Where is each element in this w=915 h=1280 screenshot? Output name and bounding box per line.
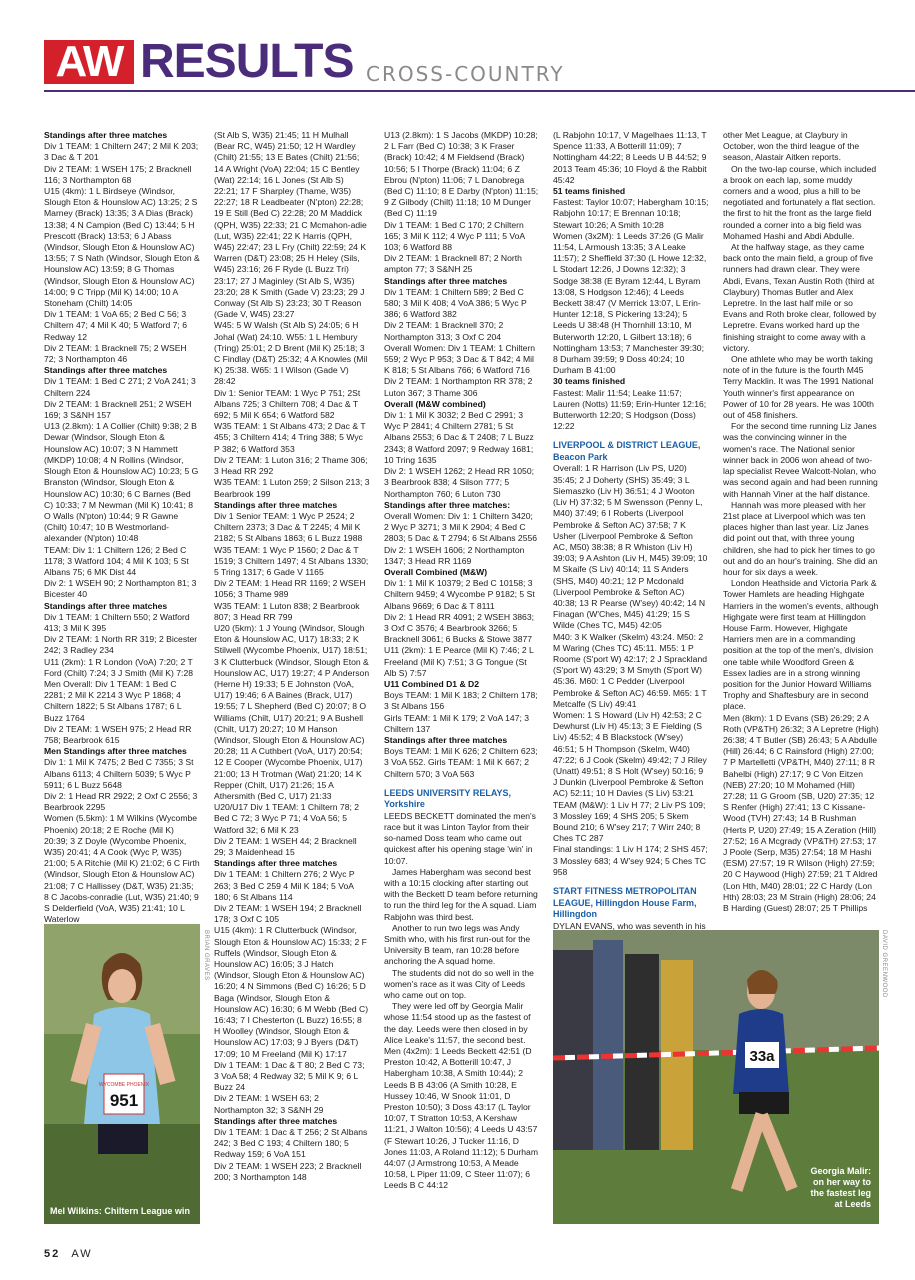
bib-top-text: WYCOMBE PHOENIX — [98, 1082, 150, 1088]
result-line: Div 2 TEAM: 1 Bracknell 87; 2 North ampton 77; 3 S&NH 25 — [384, 253, 522, 275]
result-line: U11 (2km): 1 E Pearce (Mil K) 7:46; 2 L Freeland (Mil K) 7:51; 3 G Tongue (St Alb S) 7:57 — [384, 645, 534, 678]
result-line: Div 2: 1 WSEH 90; 2 Northampton 81; 3 Bicester 40 — [44, 578, 197, 600]
magazine-name: AW — [71, 1248, 93, 1260]
spacer — [384, 780, 540, 788]
report-paragraph: Hannah was more pleased with her 21st place at Liverpool which was ten places higher than last year. Liz Janes did point out that, with three young children, she had to pick her times to go out and do an hour's training. She did an hour for six days a week. — [723, 499, 878, 577]
result-line: Fastest: Malir 11:54; Leake 11:57; Lauren (Notts) 11:59; Erin-Hunter 12:16; Butterworth 12:20; S Hodgson (Doss) 12:22 — [553, 387, 707, 432]
result-line: Div 2: 1 WSEH 1606; 2 Northampton 1347; 3 Head RR 1169 — [384, 544, 525, 566]
result-line: Women (3x2M): 1 Leeds 37:26 (G Malir 11:54, L Armoush 13:35; 3 A Leake 11:57); 2 Sheffield 37:30 (L Howe 12:32, L Stodart 12:26, J Downs 12:32); 3 Sodge 38:38 (E Byram 12:44, L Byram 13:08, S Hodgson 12:46); 4 Leeds Beckett 38:47 (V Merrick 13:07, L Erin-Hunter 12:18, S Pickering 13:24); 5 Leeds U 38:48 (H Thornhill 13:10, M Buterworth 12:20, L Gilbert 13:18); 6 Nottingham 13:53; 7 Manchester 39:30; 8 Durham 39:59; 9 Doss 40:24; 10 Durham B 41:00 — [553, 230, 707, 376]
result-line: Div 1 TEAM: 1 VoA 65; 2 Bed C 56; 3 Chiltern 47; 4 Mil K 40; 5 Watford 7; 6 Redway 12 — [44, 309, 187, 342]
result-line: Boys TEAM: 1 Mil K 626; 2 Chiltern 623; 3 VoA 552. Girls TEAM: 1 Mil K 667; 2 Chiltern 570; 3 VoA 563 — [384, 746, 538, 779]
result-line: Div 2 TEAM: 1 Bracknell 251; 2 WSEH 169; 3 S&NH 157 — [44, 398, 192, 421]
result-line: Div 2 TEAM: 1 WSEH 223; 2 Bracknell 200; 3 Northampton 148 — [214, 1160, 362, 1182]
report-paragraph: Another to run two legs was Andy Smith who, with his first run-out for the University B team, ran 10:28 before anchoring the A squad home. — [384, 922, 531, 967]
standings-heading: U11 Combined D1 & D2 — [384, 678, 480, 689]
result-line: Div 2 TEAM: 1 Head RR 1169; 2 WSEH 1056; 3 Thame 989 — [214, 578, 366, 600]
result-line: Div 1 TEAM: 1 Bed C 271; 2 VoA 241; 3 Chiltern 224 — [44, 376, 196, 398]
page-footer — [44, 1248, 93, 1260]
result-line: M40: 3 K Walker (Skelm) 43:24. M50: 2 M Waring (Ches TC) 45:11. M55: 1 P Roome (S'port W) 42:17; 2 J Sprackland (S'port W) 43:29; 3 M Smyth (S'port W) 45:36. M60: 1 C Pedder (Liverpool Pembroke & Sefton AC) 46:59. M65: 1 T Metcalfe (S Liv) 49:41 — [553, 631, 708, 709]
page-number: 52 — [44, 1248, 61, 1260]
result-line: DYLAN EVANS, who was seventh in his — [553, 920, 706, 931]
result-line: Div 1 TEAM: 1 Bed C 170; 2 Chiltern 165; 3 Mil K 112; 4 Wyc P 111; 5 VoA 103; 6 Watford 88 — [384, 219, 525, 253]
result-line: U13 (2.8km): 1 A Collier (Chilt) 9:38; 2 B Dewar (Windsor, Slough Eton & Hounslow AC) 10:07; 3 N Hammett (MKDP) 10:08; 4 N Rollins (Windsor, Slough Eton & Hounslow AC) 10:23; 5 G Branston (Windsor, Slough Eton & Hounslow AC) 10:30; 6 C Barnes (Bed C) 10:33; 7 M Newman (Mil K) 10:41; 8 O Walls (N'pton) 10:44; 9 R Gawne (Chilt) 10:47; 10 B Westmorland-alexander (N'pton) 10:48 — [44, 421, 199, 544]
header-rule — [44, 90, 915, 92]
result-line: Div 1: 1 Mil K 10379; 2 Bed C 10158; 3 Chiltern 9459; 4 Wycombe P 9182; 5 St Albans 9669; 6 Dac & T 8111 — [384, 578, 535, 611]
result-line: U11 (2km): 1 R London (VoA) 7:20; 2 T Ford (Chilt) 7:24; 3 J Smith (Mil K) 7:28 — [44, 656, 194, 678]
result-line: Div 2 TEAM: 1 WSEH 63; 2 Northampton 32; 3 S&NH 29 — [214, 1093, 324, 1115]
spacer — [553, 878, 709, 886]
results-column-5 — [723, 130, 879, 914]
result-line: Div 1 Senior TEAM: 1 Wyc P 2524; 2 Chiltern 2373; 3 Dac & T 2245; 4 Mil K 2182; 5 St Albans 1863; 6 L Buzz 1988 — [214, 510, 363, 544]
result-line: Div 1: Senior TEAM: 1 Wyc P 751; 2St Albans 725; 3 Chiltern 708; 4 Dac & T 692; 5 Mil K 654; 6 Watford 582 — [214, 387, 361, 421]
report-paragraph: For the second time running Liz Janes was the convincing winner in the women's race. The National senior winner back in 2006 won ahead of two-lap specialist Revee Walcott-Nolan, who was second again and had been running with Hannah Viner at the half distance. — [723, 421, 878, 499]
result-line: Div 2 TEAM: 1 Bracknell 370; 2 Northampton 313; 3 Oxf C 204 — [384, 320, 504, 342]
results-column-4 — [553, 130, 709, 943]
result-line: other Met League, at Claybury in October, won the third league of the season, Alastair Aitken reports. — [723, 130, 860, 163]
result-line: (St Alb S, W35) 21:45; 11 H Mulhall (Bear RC, W45) 21:50; 12 H Wardley (Chilt) 21:55; 13 E Bates (Chilt) 21:56; 14 A Wright (VoA) 22:04; 15 C Bentley (Wat) 22:14; 16 L Jones (St Alb S) 22:21; 17 F Sharpley (Thame, W35) 22:27; 18 R Leadbeater (N'pton) 22:28; 19 E Still (Bed C) 22:28; 20 M Maddick (QPH, W35) 22:33; 21 C Mcmahon-adie (Lut, W35) 22:41; 22 K Harris (QPH, W45) 22:47; 23 L Fry (Chilt) 22:59; 24 K Warren (D&T) 23:08; 25 H Heley (Sils, W45) 23:16; 26 F Ryde (L Buzz Tri) 23:17; 27 J Maginley (St Alb S, W35) 23:20; 28 K Smith (Gade V) 23:23; 29 J Conway (St Alb S) 23:23; 30 T Reason (Gade V, W45) 23:27 — [214, 130, 367, 320]
result-line: Div 1 TEAM: 1 Chiltern 589; 2 Bed C 580; 3 Mil K 408; 4 VoA 386; 5 Wyc P 386; 6 Watford 382 — [384, 286, 527, 320]
event-heading: LIVERPOOL & DISTRICT LEAGUE, Beacon Park — [553, 440, 701, 462]
photo-georgia-malir — [553, 930, 879, 1224]
result-line: Girls TEAM: 1 Mil K 179; 2 VoA 147; 3 Chiltern 137 — [384, 712, 530, 734]
photo-caption-georgia: Georgia Malir: on her way to the fastest leg at Leeds — [810, 1166, 871, 1209]
standings-heading: Standings after three matches — [214, 858, 338, 869]
results-column-1 — [44, 130, 200, 925]
result-line: Div 2 TEAM: 1 WSEH 194; 2 Bracknell 178; 3 Oxf C 105 — [214, 903, 362, 925]
result-line: Div 2 TEAM: 1 Bracknell 75; 2 WSEH 72; 3 Northampton 46 — [44, 342, 187, 365]
standings-heading: Standings after three matches — [44, 600, 168, 611]
standings-heading: 51 teams finished — [553, 186, 626, 197]
result-line: Overall: 1 R Harrison (Liv PS, U20) 35:45; 2 J Doherty (SHS) 35:49; 3 L Siemaszko (Liv H) 36:51; 4 J Wooton (Liv H) 37:32; 5 M Swensson (Penny L, M40) 37:49; 6 I Roberts (Liverpool Pembroke & Sefton AC) 37:58; 7 K Usher (Liverpool Pembroke & Sefton AC, M50) 38:38; 8 R Whiston (Liv H) 39:03; 9 A Ashton (Liv H, M45) 39:09; 10 M Skaife (S Liv) 40:14; 11 S Anders (SHS, M40) 40:21; 12 P Mcdonald (Liverpool Pembroke & Sefton AC) 40:38; 13 R Pearse (W'sey) 40:42; 14 N Finagan (W'Ches, M45) 41:29; 15 S Wilde (Ches TC, M45) 42:05 — [553, 463, 708, 631]
result-line: (L Rabjohn 10:17, V Magelhaes 11:13, T Spence 11:33, A Botterill 11:09); 7 Nottingham 44:22; 8 Leeds U B 44:52; 9 2013 Team 45:36; 10 Floyd & the Rabbit 45:42 — [553, 130, 707, 185]
report-paragraph: They were led off by Georgia Malir whose 11:54 stood up as the fastest of the day. Leeds were then closed in by Alice Leake's 11:57, the second best. — [384, 1001, 531, 1045]
standings-heading: Men Standings after three matches — [44, 746, 187, 757]
result-line: W35 TEAM: 1 Luton 838; 2 Bearbrook 807; 3 Head RR 799 — [214, 600, 360, 622]
result-line: Men (4x2m): 1 Leeds Beckett 42:51 (D Preston 10:42, A Botterill 10:47, J Habergham 10:38, A Smith 10:44); 2 Leeds B B 43:06 (A Smith 10:28, E Hussey 10:46, W Snook 11:01, D Preston 10:50); 3 Doss 43:17 (L Taylor 10:07, T Stratton 10:53, A Kershaw 11:21, J Walton 10:56); 4 Leeds U 43:57 (F Stewart 10:26, J Tucker 11:16, D Jones 11:03, A Roland 11:12); 5 Durham 44:07 (J Armstrong 10:53, A Meade 10:58, L Piper 11:09, C Steer 11:07); 6 Leeds B C 44:12 — [384, 1046, 538, 1191]
result-line: Women (5.5km): 1 M Wilkins (Wycombe Phoenix) 20:18; 2 E Roche (Mil K) 20:39; 3 Z Doyle (Wycombe Phoenix, W35) 20:41; 4 A Cook (Wyc P, W35) 21:00; 5 A Ritchie (Mil K) 21:02; 6 C Firth (Windsor, Slough Eton & Hounslow AC) 21:08; 7 C Hallissey (D&T, W35) 21:35; 8 C Jacobs-conradie (Lut, W35) 21:40; 9 S Delderfield (VoA, W35) 21:41; 10 L Waterlow — [44, 813, 200, 925]
standings-heading: Standings after three matches — [44, 130, 168, 140]
result-line: LEEDS BECKETT dominated the men's race but it was Linton Taylor from their so-named Doss team who came out quickest after his opening stage 'win' in 10:07. — [384, 810, 536, 866]
result-line: Div 2 TEAM: 1 Luton 316; 2 Thame 306; 3 Head RR 292 — [214, 454, 368, 477]
bib-number-951: 951 — [109, 1091, 139, 1110]
bib-number-33a: 33a — [749, 1048, 775, 1065]
report-paragraph: On the two-lap course, which included a brook on each lap, some muddy corners and a wood, plus a hill to be negotiated and fortunately a flat section. the first to hit the front as the large field rounded a corner into a big field was Mohamed Hashi and Abdi Abdulle. — [723, 163, 877, 241]
standings-heading: Overall (M&W combined) — [384, 398, 486, 409]
event-heading: START FITNESS METROPOLITAN LEAGUE, Hillingdon House Farm, Hillingdon — [553, 886, 697, 919]
photo-mel-wilkins — [44, 924, 200, 1224]
result-line: W35 TEAM: 1 St Albans 473; 2 Dac & T 455; 3 Chiltern 414; 4 Tring 388; 5 Wyc P 382; 6 Watford 353 — [214, 421, 366, 454]
result-line: TEAM: Div 1: 1 Chiltern 126; 2 Bed C 1178; 3 Watford 104; 4 Mil K 103; 5 St Albans 75; 6 MK Dist 44 — [44, 544, 189, 577]
runner-photo-1 — [44, 924, 200, 1224]
spacer — [553, 432, 709, 440]
result-line: Div 1 TEAM: 1 Dac & T 80; 2 Bed C 73; 3 VoA 58; 4 Redway 32; 5 Mil K 9; 6 L Buzz 24 — [214, 1059, 365, 1093]
result-line: U13 (2.8km): 1 S Jacobs (MKDP) 10:28; 2 L Farr (Bed C) 10:38; 3 K Fraser (Brack) 10:42; 4 M Fieldsend (Brack) 10:56; 5 I Thorpe (Brack) 11:04; 6 Z Ebrou (N'pton) 11:06; 7 L Danobrega (Bed C) 11:10; 8 E Darby (N'pton) 11:15; 9 Z Gilbody (Chilt) 11:18; 10 M Dunger (Bed C) 11:19 — [384, 130, 539, 219]
result-line: Div 2: 1 Head RR 4091; 2 WSEH 3863; 3 Oxf C 3576; 4 Bearbrook 3266; 5 Bracknell 3061; 6 Bucks & Stowe 3877 — [384, 611, 534, 645]
result-line: Div 1 TEAM: 1 Chiltern 276; 2 Wyc P 263; 3 Bed C 259 4 Mil K 184; 5 VoA 180; 6 St Albans 114 — [214, 869, 355, 902]
result-line: Fastest: Taylor 10:07; Habergham 10:15; Rabjohn 10:17; E Brennan 10:18; Stewart 10:26; A Smith 10:28 — [553, 197, 709, 230]
result-line: Div 2: 1 WSEH 1262; 2 Head RR 1050; 3 Bearbrook 838; 4 Silson 777; 5 Northampton 760; 6 Luton 730 — [384, 466, 534, 499]
result-line: Women: 1 S Howard (Liv H) 42:53; 2 C Dewhurst (Liv H) 45:13; 3 E Fielding (S Liv) 45:52; 4 B Blackstock (W'sey) 46:51; 5 H Thompson (Skelm, W40) 47:22; 6 J Cook (Skelm) 49:42; 7 J Riley (Unatt) 49:51; 8 S Holt (W'sey) 50:16; 9 J Dunkin (Liverpool Pembroke & Sefton AC) 52:11; 10 H Davies (S Liv) 53:21 — [553, 709, 707, 799]
result-line: Div 1 TEAM: 1 Dac & T 256; 2 St Albans 242; 3 Bed C 193; 4 Chiltern 180; 5 Redway 159; 6 VoA 151 — [214, 1127, 368, 1160]
results-column-3 — [384, 130, 540, 1192]
photo-credit-1: BRIAN GRAVES — [203, 930, 209, 981]
photo-credit-2: DAVID GREENWOOD — [881, 930, 887, 998]
standings-heading: Overall Combined (M&W) — [384, 566, 488, 577]
standings-heading: Standings after three matches — [44, 365, 168, 376]
result-line: Overall Women: Div 1 TEAM: 1 Chiltern 559; 2 Wyc P 953; 3 Dac & T 842; 4 Mil K 818; 5 St Albans 766; 6 Watford 716 — [384, 342, 536, 376]
result-line: Men Overall: Div 1 TEAM: 1 Bed C 2281; 2 Mil K 2214 3 Wyc P 1868; 4 Chiltern 1822; 5 St Albans 1787; 6 L Buzz 1764 — [44, 678, 182, 723]
standings-heading: Standings after three matches: — [384, 499, 511, 510]
report-paragraph: James Habergham was second best with a 10:15 clocking after starting out with the Beckett D team before returning to run the third leg for the A squad. Liam Rabjohn was third best. — [384, 866, 538, 922]
report-paragraph: At the halfway stage, as they came back onto the main field, a group of five runners had drawn clear. They were Abdi, Evans, Texan Austin Roth (third at Claybury) Thomas Butler and Alex Lepretre. In the last half mile or so Evans and Roth broke clear, followed by Lepretre. Evans worked hard up the finishing straight to come away with a victory. — [723, 242, 877, 353]
standings-heading: Standings after three matches — [384, 734, 508, 745]
result-line: W35 TEAM: 1 Luton 259; 2 Silson 213; 3 Bearbrook 199 — [214, 477, 370, 499]
result-line: Div 1: 1 Mil K 7475; 2 Bed C 7355; 3 St Albans 6113; 4 Chiltern 5039; 5 Wyc P 5911; 6 L Buzz 5648 — [44, 757, 194, 790]
result-line: Div 2 TEAM: 1 North RR 319; 2 Bicester 242; 3 Radley 234 — [44, 634, 198, 656]
standings-heading: Standings after three matches — [384, 275, 508, 286]
result-line: U20/U17 Div 1 TEAM: 1 Chiltern 78; 2 Bed C 72; 3 Wyc P 71; 4 VoA 56; 5 Watford 32; 6 Mil K 23 — [214, 802, 360, 835]
photo-caption-mel: Mel Wilkins: Chiltern League win — [50, 1206, 190, 1216]
result-line: U15 (4km): 1 R Clutterbuck (Windsor, Slough Eton & Hounslow AC) 15:33; 2 F Ruffels (Windsor, Slough Eton & Hounslow AC) 16:05; 3 J Hatch (Windsor, Slough Eton & Hounslow AC) 16:20; 4 N Simmons (Bed C) 16:26; 5 D Baga (Windsor, Slough Eton & Hounslow AC) 16:30; 6 M Webb (Bed C) 16:43; 7 I Chesterton (L Buzz) 16:55; 8 H Woolley (Windsor, Slough Eton & Hounslow AC) 17:03; 9 J Byers (D&T) 17:09; 10 M Freeland (Mil K) 17:17 — [214, 925, 369, 1059]
aw-logo: AW — [44, 40, 134, 84]
result-line: Div 1 TEAM: 1 Chiltern 550; 2 Watford 413; 3 Mil K 395 — [44, 611, 190, 633]
result-line: W35 TEAM: 1 Wyc P 1560; 2 Dac & T 1519; 3 Chiltern 1497; 4 St Albans 1330; 5 Tring 1317; 6 Gade V 1165 — [214, 544, 369, 577]
standings-heading: Standings after three matches — [214, 1115, 338, 1126]
report-paragraph: London Heathside and Victoria Park & Tower Hamlets are heading Highgate Harriers in the women's events, although Highgate were first team at Hillingdon House Farm. However, Highgate Harriers men are in a commanding position at the top of the men's, division one table while Woodford Green & Essex ladies are in a strong winning position for the Junior Howard Williams Trophy and Shaftesbury are in second place. — [723, 578, 879, 712]
results-column-2 — [214, 130, 370, 1183]
result-line: Men (8km): 1 D Evans (SB) 26:29; 2 A Roth (VP&TH) 26:32; 3 A Lepretre (High) 26:38; 4 T Butler (SB) 26:43; 5 A Abdulle (Hill) 26:44; 6 C Rainsford (High) 27:00; 7 P Martelletti (VP&TH, M40) 27:11; 8 R Bahelbi (High) 27:17; 9 C Von Eitzen (NEB) 27:20; 10 M Mohamed (Hill) 27:28; 11 G Groom (SB, U20) 27:35; 12 S Renfer (High) 27:41; 13 C Kissane-Wood (TVH) 27:43; 14 B Rushman (Herts P, U20) 27:49; 15 A Zeration (Hill) 27:52; 16 A Mcgrady (VP&TH) 27:53; 17 J Poole (Serp, M35) 27:54; 18 M Hashi (ESM) 27:57; 19 R Wilson (High) 27:59; 20 C Haywood (High) 27:59; 21 T Aldred (Lon Hth, M40) 28:01; 22 C Hardy (Lon Hth) 28:03; 23 M Strain (High) 28:06; 24 B Harding (Guest) 28:07; 25 T Phillips — [723, 712, 879, 914]
report-paragraph: The students did not do so well in the women's race as it was City of Leeds who came out on top. — [384, 967, 534, 1001]
result-line: Boys TEAM: 1 Mil K 183; 2 Chiltern 178; 3 St Albans 156 — [384, 690, 538, 712]
result-line: Div 2 TEAM: 1 WSEH 44; 2 Bracknell 29; 3 Maidenhead 15 — [214, 835, 357, 857]
result-line: Div 2 TEAM: 1 Northampton RR 378; 2 Luton 367; 3 Thame 306 — [384, 376, 533, 398]
result-line: Div 2 TEAM: 1 WSEH 975; 2 Head RR 758; Bearbrook 615 — [44, 723, 192, 745]
report-paragraph: One athlete who may be worth taking note of in the future is the fourth M45 Terry Macklin. It was The 1991 National Youth winner's first appearance on Power of 10 for 28 years. He was 100th out of 458 finishers. — [723, 354, 874, 421]
standings-heading: 30 teams finished — [553, 376, 626, 387]
result-line: U20 (5km): 1 J Young (Windsor, Slough Eton & Hounslow AC, U17) 18:33; 2 K Stilwell (Wycombe Phoenix, U17) 18:51; 3 K Clutterbuck (Windsor, Slough Eton & Hounslow AC, U17) 19:27; 4 P Anderson (Herne H) 19:33; 5 E Johnston (VoA, U17) 19:46; 6 A Baines (Brack, U17) 19:55; 7 L Shepherd (Bed C) 20:07; 8 O Williams (Chilt, U17) 20:21; 9 A Bushell (Chilt, U17) 20:27; 10 M Hanson (Windsor, Slough Eton & Hounslow AC) 20:28; 11 A Cuthbert (VoA, U17) 20:54; 12 E Cooper (Wycombe Phoenix, U17) 21:00; 13 H Trotman (Wat) 21:20; 14 K Repper (Chilt, U17) 21:26; 15 A Athersmith (Bed C, U17) 21:33 — [214, 622, 370, 801]
result-line: TEAM (M&W): 1 Liv H 77; 2 Liv PS 109; 3 Mossley 169; 4 SHS 205; 5 Skem Bound 210; 6 W'sey 217; 7 Wirr 240; 8 Ches TC 287 — [553, 799, 706, 844]
result-line: Div 1: 1 Mil K 3032; 2 Bed C 2991; 3 Wyc P 2841; 4 Chiltern 2781; 5 St Albans 2553; 6 Dac & T 2408; 7 L Buzz 2343; 8 Watford 2097; 9 Redway 1681; 10 Tring 1635 — [384, 410, 534, 465]
results-title: RESULTS — [140, 35, 354, 88]
result-line: Div 2: 1 Head RR 2922; 2 Oxf C 2556; 3 Bearbrook 2295 — [44, 790, 198, 813]
result-line: U15 (4km): 1 L Birdseye (Windsor, Slough Eton & Hounslow AC) 13:25; 2 S Marney (Brack) 13:35; 3 A Dias (Brack) 13:38; 4 N Campion (Bed C) 13:44; 5 H Prescott (Brack) 13:53; 6 J Abass (Windsor, Slough Eton & Hounslow AC) 13:55; 7 S Nath (Windsor, Slough Eton & Hounslow AC) 13:59; 8 G Thomas (Windsor, Slough Eton & Hounslow AC) 14:00; 9 C Tripp (Mil K) 14:00; 10 A Stoneham (Chilt) 14:05 — [44, 186, 200, 309]
standings-heading: Standings after three matches — [214, 499, 338, 510]
result-line: W45: 5 W Walsh (St Alb S) 24:05; 6 H Johal (Wat) 24:10. W55: 1 L Hembury (Tring) 25:01; 2 D Brent (Mil K) 25:18; 3 C Findlay (D&T) 25:32; 4 A Knowles (Mil K) 25:38. W65: 1 I Wilson (Gade V) 28:42 — [214, 320, 368, 387]
section-title: CROSS-COUNTRY — [366, 62, 565, 86]
event-heading: LEEDS UNIVERSITY RELAYS, Yorkshire — [384, 787, 512, 810]
result-line: Final standings: 1 Liv H 174; 2 SHS 457; 3 Mossley 683; 4 W'sey 924; 5 Ches TC 958 — [553, 844, 708, 877]
result-line: Div 2 TEAM: 1 WSEH 175; 2 Bracknell 116; 3 Northampton 68 — [44, 163, 192, 185]
result-line: Overall Women: Div 1: 1 Chiltern 3420; 2 Wyc P 3271; 3 Mil K 2904; 4 Bed C 2803; 5 Dac & T 2794; 6 St Albans 2556 — [384, 510, 538, 544]
masthead — [44, 35, 915, 92]
result-line: Div 1 TEAM: 1 Chiltern 247; 2 Mil K 203; 3 Dac & T 201 — [44, 141, 199, 163]
